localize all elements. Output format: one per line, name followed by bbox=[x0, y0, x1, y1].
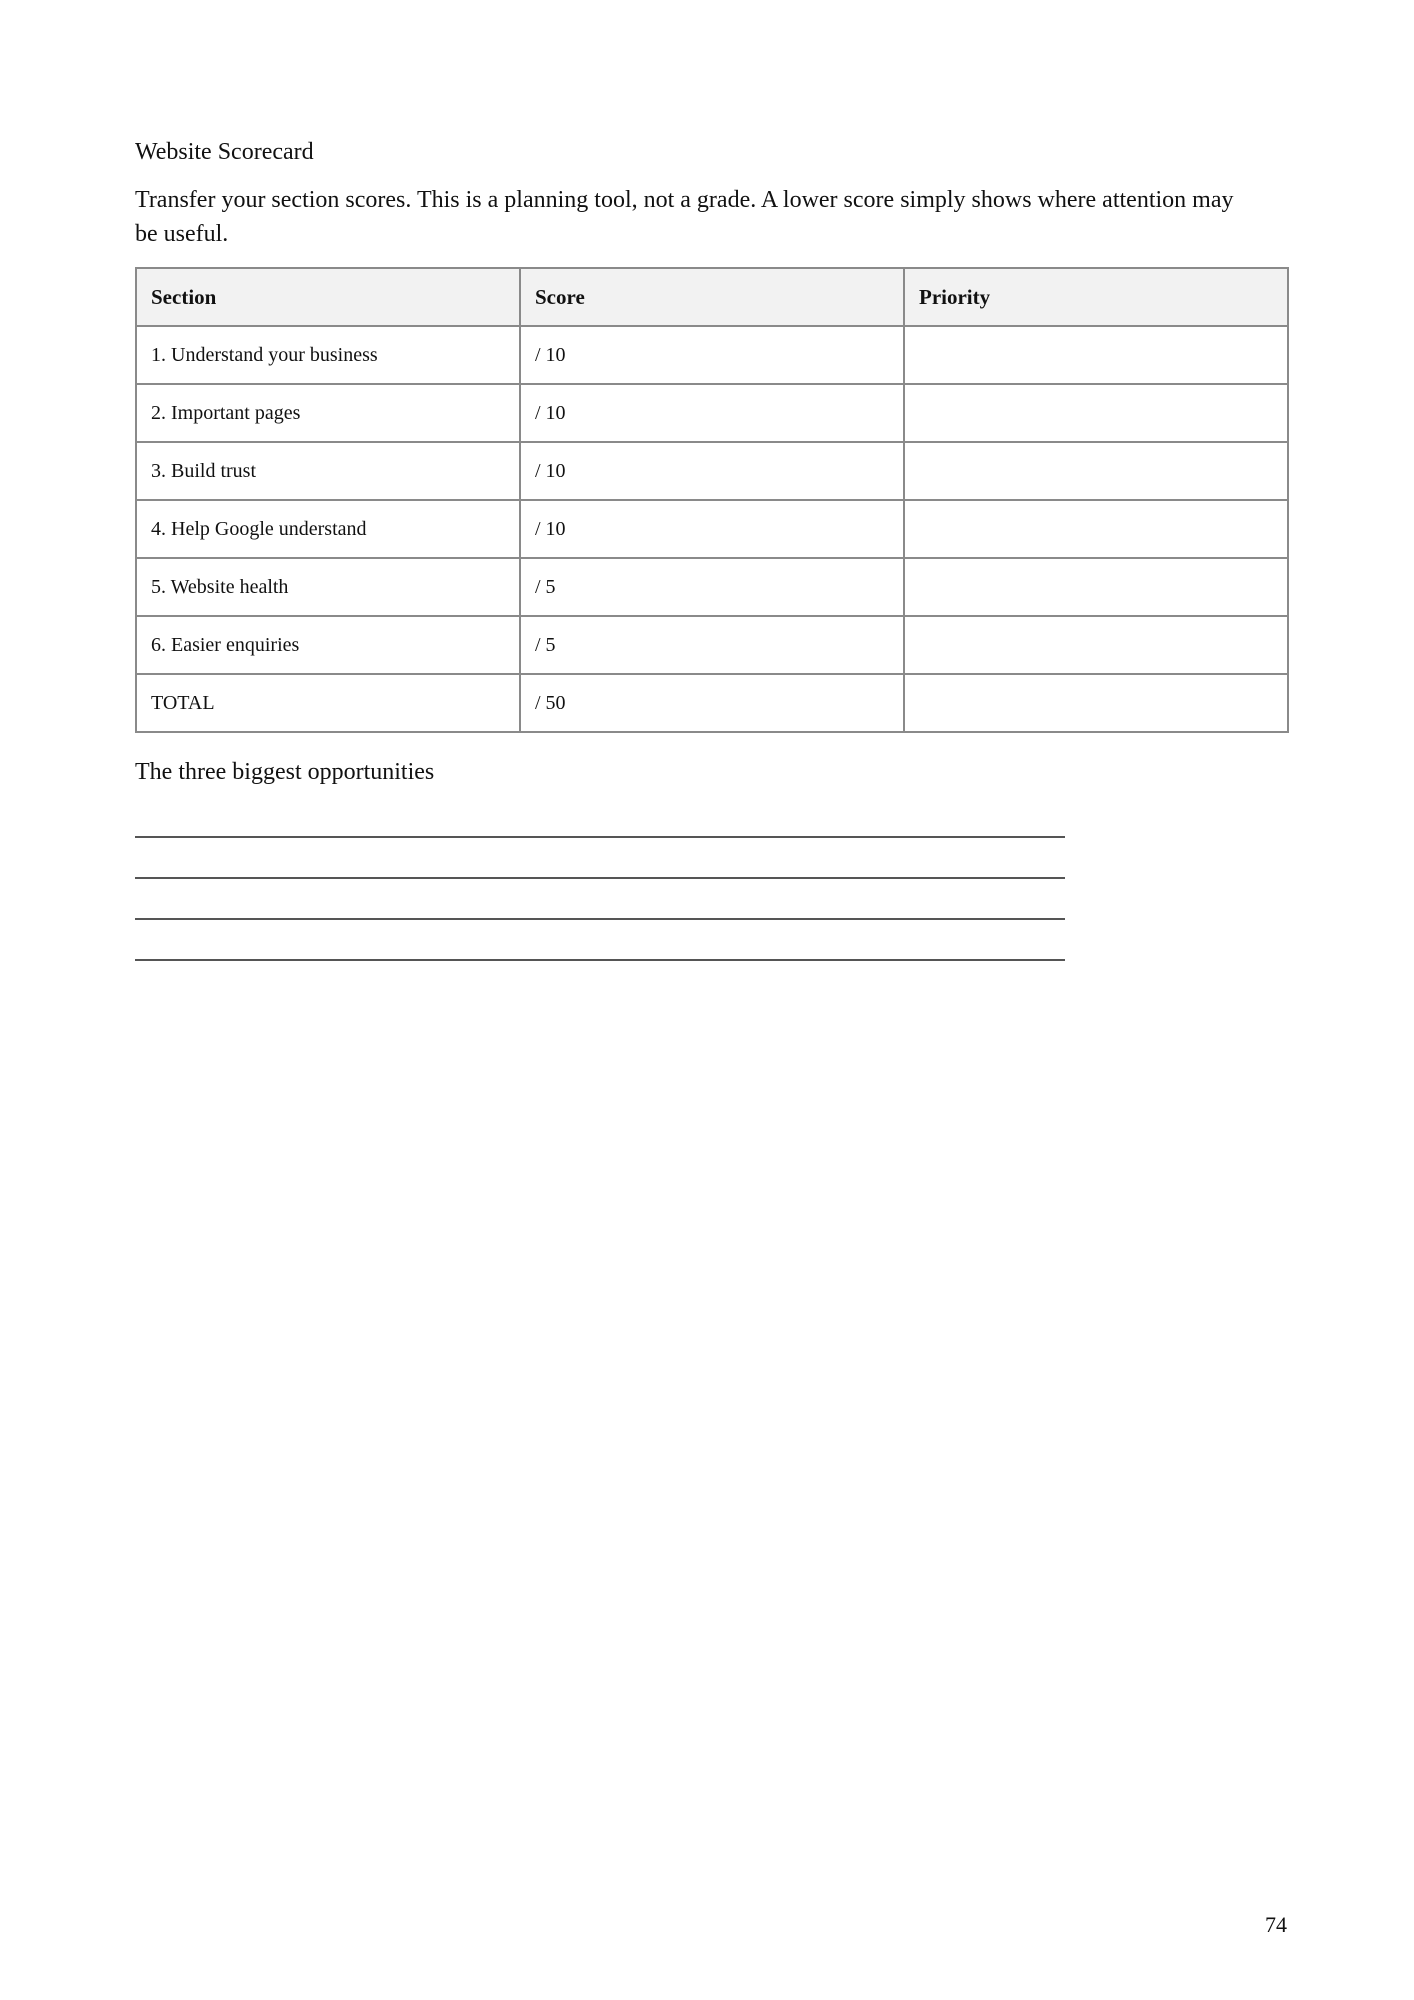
page-content bbox=[135, 135, 1287, 961]
priority-cell[interactable] bbox=[904, 326, 1288, 384]
table-row bbox=[136, 616, 1288, 674]
priority-cell[interactable] bbox=[904, 500, 1288, 558]
column-header-priority: Priority bbox=[904, 268, 1288, 326]
table-row bbox=[136, 500, 1288, 558]
opportunities-write-lines bbox=[135, 797, 1065, 961]
score-cell: / 5 bbox=[520, 616, 904, 674]
priority-cell[interactable] bbox=[904, 674, 1288, 732]
score-cell: / 10 bbox=[520, 442, 904, 500]
table-row bbox=[136, 558, 1288, 616]
table-header-row bbox=[136, 268, 1288, 326]
column-header-section: Section bbox=[136, 268, 520, 326]
section-cell: 2. Important pages bbox=[136, 384, 520, 442]
intro-paragraph: Transfer your section scores. This is a planning tool, not a grade. A lower score simply shows where attention may be useful. bbox=[135, 187, 1234, 247]
write-in-line[interactable] bbox=[135, 920, 1065, 961]
score-cell: / 10 bbox=[520, 500, 904, 558]
score-cell: / 50 bbox=[520, 674, 904, 732]
write-in-line[interactable] bbox=[135, 797, 1065, 838]
section-cell: 5. Website health bbox=[136, 558, 520, 616]
section-cell: 3. Build trust bbox=[136, 442, 520, 500]
write-in-line[interactable] bbox=[135, 879, 1065, 920]
priority-cell[interactable] bbox=[904, 384, 1288, 442]
table-row bbox=[136, 384, 1288, 442]
opportunities-heading: The three biggest opportunities bbox=[135, 759, 435, 785]
score-cell: / 10 bbox=[520, 384, 904, 442]
priority-cell[interactable] bbox=[904, 558, 1288, 616]
table-row bbox=[136, 442, 1288, 500]
table-row bbox=[136, 326, 1288, 384]
column-header-score: Score bbox=[520, 268, 904, 326]
write-in-line[interactable] bbox=[135, 838, 1065, 879]
score-cell: / 5 bbox=[520, 558, 904, 616]
page-number: 74 bbox=[1265, 1912, 1287, 1937]
section-cell: TOTAL bbox=[136, 674, 520, 732]
section-cell: 1. Understand your business bbox=[136, 326, 520, 384]
priority-cell[interactable] bbox=[904, 442, 1288, 500]
section-cell: 6. Easier enquiries bbox=[136, 616, 520, 674]
score-cell: / 10 bbox=[520, 326, 904, 384]
priority-cell[interactable] bbox=[904, 616, 1288, 674]
scorecard-table bbox=[135, 267, 1289, 733]
table-row-total bbox=[136, 674, 1288, 732]
section-cell: 4. Help Google understand bbox=[136, 500, 520, 558]
page-title: Website Scorecard bbox=[135, 139, 314, 165]
